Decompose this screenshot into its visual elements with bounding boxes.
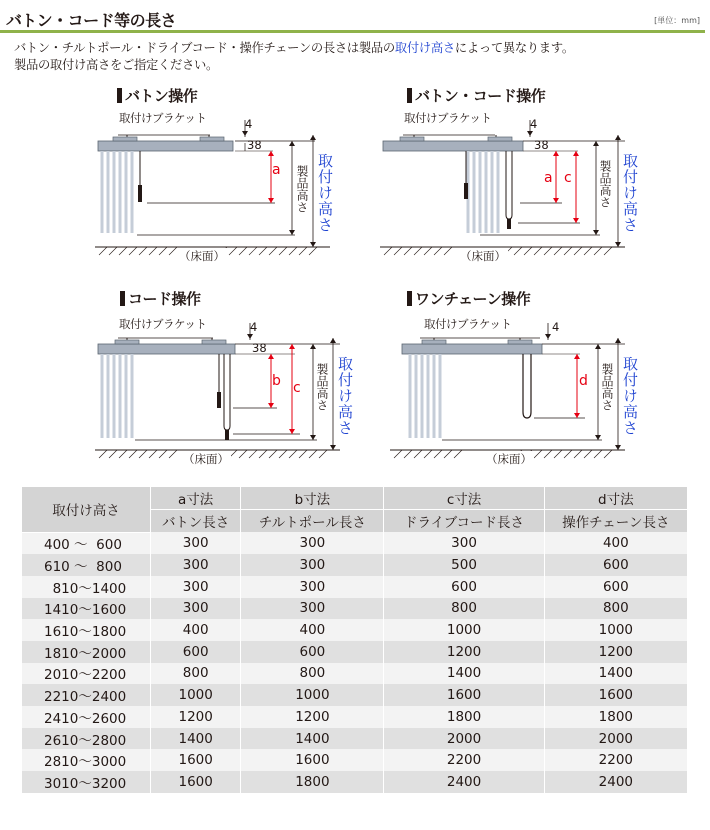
- diagram-title: バトン操作: [117, 85, 197, 106]
- header-c: c寸法: [384, 487, 544, 510]
- table-cell: 1600: [151, 749, 241, 771]
- table-cell: 400: [151, 619, 241, 641]
- diagram-baton: [95, 85, 395, 275]
- table-cell: 400: [544, 532, 687, 554]
- table-header-row: [22, 487, 687, 510]
- diagram-drawing: [95, 85, 395, 275]
- dim-label-b: b: [272, 373, 281, 389]
- table-cell: 1000: [384, 619, 544, 641]
- table-cell: 1400: [151, 728, 241, 750]
- table-row: [22, 598, 687, 620]
- cell-mount-height: 610 ～ 800: [22, 554, 151, 576]
- description: [14, 40, 574, 74]
- description-text: によって異なります。: [454, 41, 574, 55]
- table-cell: 1800: [544, 706, 687, 728]
- bracket-label: 取付けブラケット: [404, 111, 492, 125]
- header-a-sub: バトン長さ: [151, 510, 241, 533]
- table-cell: 2400: [544, 771, 687, 793]
- dim-label-a: a: [272, 162, 281, 178]
- table-cell: 1000: [544, 619, 687, 641]
- table-cell: 300: [151, 576, 241, 598]
- dim-label-d: d: [579, 373, 588, 389]
- bracket-label: 取付けブラケット: [119, 111, 207, 125]
- table-cell: 300: [151, 532, 241, 554]
- product-height-label: 製品高さ: [598, 160, 612, 208]
- cell-mount-height: 2810～3000: [22, 749, 151, 771]
- table-row: [22, 554, 687, 576]
- bracket-label: 取付けブラケット: [424, 317, 512, 331]
- table-cell: 300: [384, 532, 544, 554]
- title-underline: [0, 30, 705, 33]
- table-cell: 2000: [384, 728, 544, 750]
- table-cell: 600: [384, 576, 544, 598]
- dim-38: 38: [252, 341, 267, 355]
- table-cell: 600: [544, 554, 687, 576]
- table-cell: 1400: [544, 663, 687, 685]
- dim-label-c: c: [564, 170, 572, 186]
- table-cell: 1000: [241, 684, 384, 706]
- diagram-title: ワンチェーン操作: [407, 288, 530, 309]
- table-cell: 1200: [544, 641, 687, 663]
- cell-mount-height: 1810～2000: [22, 641, 151, 663]
- header-b: b寸法: [241, 487, 384, 510]
- dim-label-c: c: [293, 380, 301, 396]
- description-text: バトン・チルトポール・ドライブコード・操作チェーンの長さは製品の: [14, 41, 395, 55]
- table-row: [22, 619, 687, 641]
- diagram-cord: [95, 288, 395, 478]
- header-mount-height: 取付け高さ: [22, 487, 151, 532]
- diagram-title: バトン・コード操作: [407, 85, 545, 106]
- description-text: 製品の取付け高さをご指定ください。: [14, 58, 218, 72]
- table-cell: 2000: [544, 728, 687, 750]
- length-table: [22, 487, 687, 793]
- table-cell: 300: [151, 554, 241, 576]
- diagram-drawing: [380, 85, 680, 275]
- product-height-label: 製品高さ: [295, 165, 309, 213]
- table-cell: 1200: [384, 641, 544, 663]
- cell-mount-height: 1610～1800: [22, 619, 151, 641]
- table-cell: 1800: [241, 771, 384, 793]
- table-cell: 600: [544, 576, 687, 598]
- table-cell: 2400: [384, 771, 544, 793]
- dim-label-a: a: [544, 170, 553, 186]
- table-row: [22, 684, 687, 706]
- header-b-sub: チルトポール長さ: [241, 510, 384, 533]
- table-cell: 1200: [241, 706, 384, 728]
- table-cell: 300: [241, 576, 384, 598]
- cell-mount-height: 2410～2600: [22, 706, 151, 728]
- table-cell: 1600: [241, 749, 384, 771]
- table-row: [22, 532, 687, 554]
- product-height-label: 製品高さ: [315, 363, 329, 411]
- table-row: [22, 663, 687, 685]
- product-height-label: 製品高さ: [600, 363, 614, 411]
- header-d: d寸法: [544, 487, 687, 510]
- section-header: [0, 0, 710, 34]
- header-a: a寸法: [151, 487, 241, 510]
- diagram-drawing: [95, 288, 395, 478]
- cell-mount-height: 1410～1600: [22, 598, 151, 620]
- section-title: バトン・コード等の長さ: [6, 11, 177, 30]
- table-cell: 1600: [384, 684, 544, 706]
- bracket-label: 取付けブラケット: [119, 317, 207, 331]
- mount-height-label: 取付け高さ: [316, 153, 334, 233]
- floor-label: （床面）: [460, 249, 506, 263]
- table-cell: 300: [241, 554, 384, 576]
- table-row: [22, 641, 687, 663]
- dim-38: 38: [534, 138, 549, 152]
- table-cell: 800: [384, 598, 544, 620]
- table-cell: 300: [241, 598, 384, 620]
- table-body: [22, 532, 687, 793]
- table-row: [22, 728, 687, 750]
- mount-height-label: 取付け高さ: [621, 153, 639, 233]
- table-cell: 1000: [151, 684, 241, 706]
- table-row: [22, 771, 687, 793]
- header-d-sub: 操作チェーン長さ: [544, 510, 687, 533]
- table-row: [22, 749, 687, 771]
- mount-height-label: 取付け高さ: [621, 356, 639, 436]
- table-cell: 1400: [241, 728, 384, 750]
- table-cell: 600: [151, 641, 241, 663]
- cell-mount-height: 2610～2800: [22, 728, 151, 750]
- diagram-title: コード操作: [120, 288, 201, 309]
- table-cell: 800: [544, 598, 687, 620]
- floor-label: （床面）: [486, 452, 532, 466]
- header-c-sub: ドライブコード長さ: [384, 510, 544, 533]
- mount-height-label: 取付け高さ: [336, 356, 354, 436]
- diagram-baton-cord: [380, 85, 680, 275]
- description-highlight: 取付け高さ: [394, 41, 455, 55]
- table-cell: 600: [241, 641, 384, 663]
- dim-4: 4: [530, 117, 538, 131]
- table-cell: 800: [151, 663, 241, 685]
- table-row: [22, 706, 687, 728]
- table-cell: 800: [241, 663, 384, 685]
- table-row: [22, 576, 687, 598]
- table-cell: 1600: [544, 684, 687, 706]
- floor-label: （床面）: [183, 452, 229, 466]
- table-cell: 300: [151, 598, 241, 620]
- table-cell: 2200: [384, 749, 544, 771]
- cell-mount-height: 810～1400: [22, 576, 151, 598]
- cell-mount-height: 2210～2400: [22, 684, 151, 706]
- dim-38: 38: [247, 138, 262, 152]
- diagram-drawing: [380, 288, 680, 478]
- table-cell: 1800: [384, 706, 544, 728]
- cell-mount-height: 400 ～ 600: [22, 532, 151, 554]
- cell-mount-height: 2010～2200: [22, 663, 151, 685]
- table-cell: 2200: [544, 749, 687, 771]
- table-cell: 1600: [151, 771, 241, 793]
- dim-4: 4: [245, 117, 253, 131]
- floor-label: （床面）: [179, 249, 225, 263]
- table-cell: 1400: [384, 663, 544, 685]
- cell-mount-height: 3010～3200: [22, 771, 151, 793]
- unit-label: [単位：mm]: [654, 16, 700, 25]
- dim-4: 4: [250, 320, 258, 334]
- table-cell: 1200: [151, 706, 241, 728]
- table-cell: 300: [241, 532, 384, 554]
- table-cell: 500: [384, 554, 544, 576]
- dim-4: 4: [552, 320, 560, 334]
- table-cell: 400: [241, 619, 384, 641]
- diagram-one-chain: [380, 288, 680, 478]
